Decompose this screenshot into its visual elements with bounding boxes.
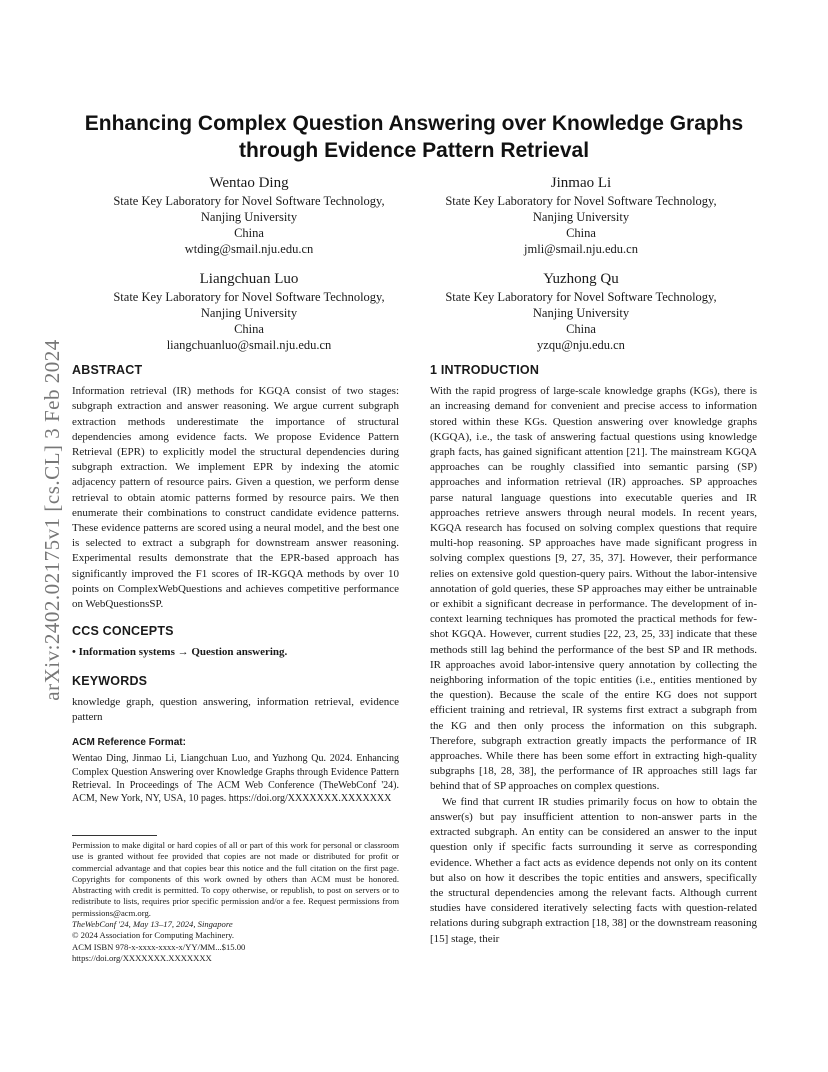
author-university: Nanjing University [532, 210, 630, 224]
arxiv-identifier: arXiv:2402.02175v1 [cs.CL] 3 Feb 2024 [40, 339, 64, 701]
author-name: Jinmao Li [550, 175, 612, 191]
author-name: Wentao Ding [209, 175, 289, 191]
intro-paragraph-1: With the rapid progress of large-scale knowledge graphs (KGs), there is an increasing demand for convenient and precise access to information stored within these KGs. Question answering over knowledge graphs (KGQA), i.e., the task of answering factual questions using knowledge graph facts, has gained significant attention [21]. The mainstream KGQA approaches can be roughly classified into semantic parsing (SP) approaches and information retrieval (IR) approaches. SP approaches parse natural language questions into executable queries and IR approaches retrieve answers through neural models. In recent years, KGQA research has focused on solving complex questions that require multi-hop reasoning. SP approaches have made significant progress in solving complex questions [9, 27, 35, 37]. However, their performance relies on extensive gold question-query pairs. Without the labor-intensive annotation of gold queries, these SP approaches may either be untrainable or exhibit a significant decrease in performance. The development of in-context learning techniques has promoted the practical methods for few-shot KGQA. However, current studies [22, 23, 25, 33] indicate that these methods still lag behind the performance of the best SP and IR methods. IR approaches avoid labor-intensive query annotation by collecting the neighboring information of the topic entities (i.e., entities mentioned by the question). Because the scale of the entire KG does not support efficient training and retrieval, IR systems first extract a subgraph from the KG and then only process the information on this subgraph. Therefore, subgraph extraction greatly impacts the performance of IR approaches. While there has been some effort in extracting high-quality subgraphs [18, 28, 38], the performance of IR approaches still lags far behind that of SP approaches on complex questions. [430, 385, 757, 793]
right-column [430, 363, 757, 947]
author-email: wtding@smail.nju.edu.cn [184, 242, 314, 256]
author-name: Liangchuan Luo [199, 271, 299, 287]
author-block-4 [416, 269, 746, 353]
doi-link[interactable]: https://doi.org/XXXXXXX.XXXXXXX [72, 952, 212, 963]
author-affiliation: State Key Laboratory for Novel Software Technology, [113, 290, 385, 304]
abstract-text: Information retrieval (IR) methods for KGQA consist of two stages: subgraph extraction and answer reasoning. We argue current subgraph extraction methods underestimate the importance of structural dependencies among evidence facts. We propose Evidence Pattern Retrieval (EPR) to explicitly model the structural dependencies during subgraph extraction. We implement EPR by indexing the atomic adjacency pattern of resource pairs. Given a question, we perform dense retrieval to obtain atomic patterns formed by resource pairs. We then enumerate their combinations to construct candidate evidence patterns. These evidence patterns are scored using a neural model, and the best one is selected to extract a subgraph for downstream answer reasoning. Experimental results demonstrate that the EPR-based approach has significantly improved the F1 scores of IR-KGQA methods by over 10 points on ComplexWebQuestions and achieves competitive performance on WebQuestionsSP. [72, 385, 399, 611]
author-country: China [566, 226, 596, 240]
abstract-heading: ABSTRACT [72, 363, 143, 377]
author-country: China [234, 226, 264, 240]
author-email: jmli@smail.nju.edu.cn [524, 242, 638, 256]
isbn-line: ACM ISBN 978-x-xxxx-xxxx-x/YY/MM...$15.00 [72, 941, 246, 952]
footnote-divider [72, 835, 157, 836]
copyright-line: © 2024 Association for Computing Machinery. [72, 930, 235, 941]
acm-reference-text: Wentao Ding, Jinmao Li, Liangchuan Luo, and Yuzhong Qu. 2024. Enhancing Complex Question Answering over Knowledge Graphs through Evidence Pattern Retrieval. In Proceedings of The ACM Web Conference (TheWebConf '24). ACM, New York, NY, USA, 10 pages. https://doi.org/XXXXXXX.XXXXXXX [72, 753, 399, 805]
author-affiliation: State Key Laboratory for Novel Software Technology, [445, 290, 717, 304]
author-block-2 [416, 173, 746, 257]
author-block-3 [84, 269, 414, 353]
conference-info: TheWebConf '24, May 13–17, 2024, Singapore [72, 919, 233, 930]
author-university: Nanjing University [200, 210, 298, 224]
keywords-heading: KEYWORDS [72, 673, 148, 688]
permission-notice: Permission to make digital or hard copies of all or part of this work for personal or classroom use is granted without fee provided that copies are not made or distributed for profit or commercial advantage and that copies bear this notice and the full citation on the first page. Copyrights for components of this work owned by others than ACM must be honored. Abstracting with credit is permitted. To copy otherwise, or republish, to post on servers or to redistribute to lists, requires prior specific permission and/or a fee. Request permissions from permissions@acm.org. [72, 840, 399, 918]
author-email: yzqu@nju.edu.cn [537, 338, 625, 352]
author-block-1 [84, 173, 414, 257]
author-email: liangchuanluo@smail.nju.edu.cn [166, 338, 332, 352]
author-university: Nanjing University [200, 306, 298, 320]
introduction-heading: 1 INTRODUCTION [430, 363, 540, 377]
author-name: Yuzhong Qu [543, 271, 619, 287]
ccs-heading: CCS CONCEPTS [72, 624, 174, 639]
author-affiliation: State Key Laboratory for Novel Software Technology, [113, 194, 385, 208]
author-country: China [234, 322, 264, 336]
footnote [72, 840, 399, 964]
left-column [72, 363, 399, 805]
author-university: Nanjing University [532, 306, 630, 320]
author-affiliation: State Key Laboratory for Novel Software Technology, [445, 194, 717, 208]
keywords-text: knowledge graph, question answering, information retrieval, evidence pattern [72, 695, 399, 724]
paper-title: Enhancing Complex Question Answering over Knowledge Graphs through Evidence Pattern Retrieval [84, 112, 744, 162]
ccs-concepts: • Information systems → Question answering. [72, 646, 288, 659]
acm-reference-heading: ACM Reference Format: [72, 737, 186, 749]
intro-paragraph-2: We find that current IR studies primarily focus on how to obtain the answer(s) but pay insufficient attention to non-answer parts in the extracted subgraph. An entity can be considered an answer to the input question only if specific facts surrounding it serve as corresponding evidence. Whether a fact acts as evidence depends not only on its content but also on how it describes the topic entities and answers, specifically the structural dependencies among the relevant facts. Although current studies have considered iteratively selecting facts with question-related relations during subgraph extraction [18, 38] or the downstream reasoning [15] stage, their [430, 795, 757, 945]
author-country: China [566, 322, 596, 336]
